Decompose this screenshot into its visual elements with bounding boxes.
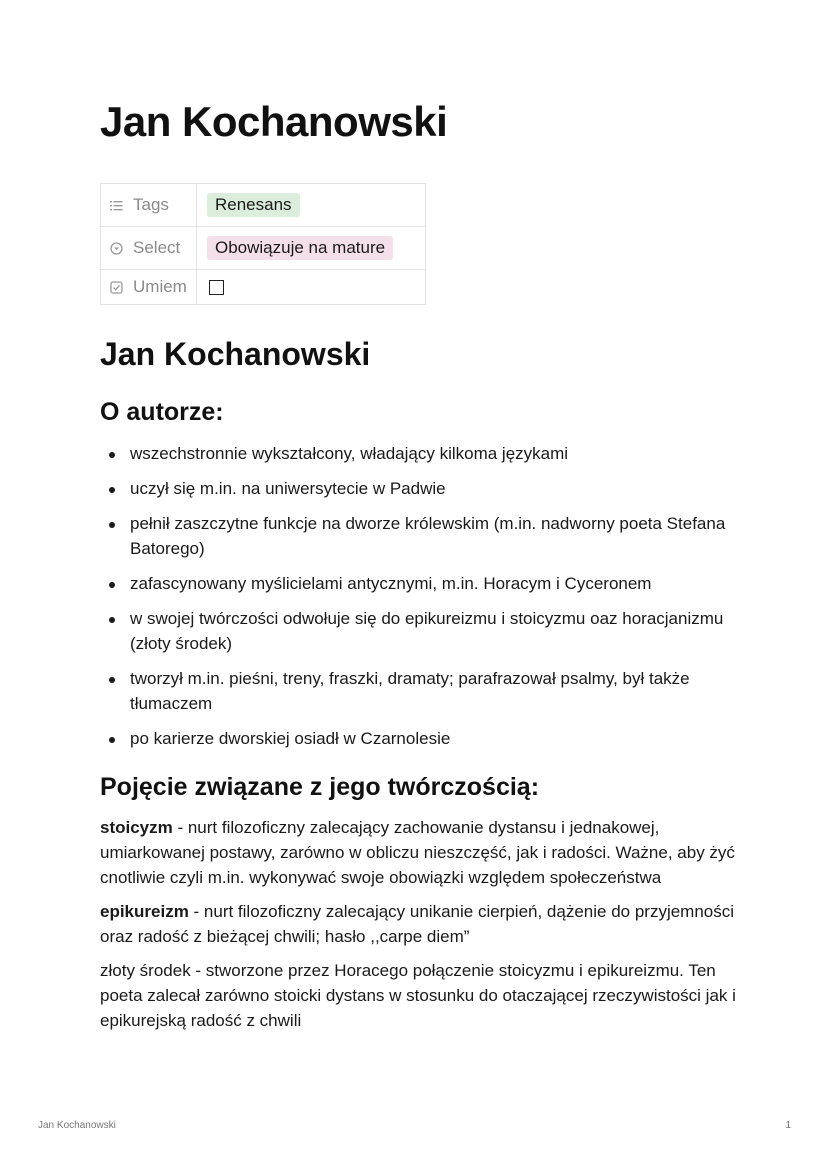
umiem-checkbox[interactable]	[209, 280, 224, 295]
properties-table	[100, 183, 426, 305]
list-item: w swojej twórczości odwołuje się do epikureizmu i stoicyzmu oaz horacjanizmu (złoty środek)	[100, 606, 740, 656]
concept-paragraph	[100, 815, 740, 890]
footer-title: Jan Kochanowski	[38, 1120, 116, 1131]
list-icon	[110, 199, 123, 212]
list-item: po karierze dworskiej osiadł w Czarnolesie	[100, 726, 740, 751]
concept-paragraph	[100, 958, 740, 1033]
about-heading: O autorze:	[100, 398, 224, 426]
list-item: pełnił zaszczytne funkcje na dworze królewskim (m.in. nadworny poeta Stefana Batorego)	[100, 511, 740, 561]
concept-term: epikureizm	[100, 902, 189, 921]
property-label-tags: Tags	[133, 195, 169, 214]
property-row-select	[101, 227, 426, 270]
list-item: wszechstronnie wykształcony, władający kilkoma językami	[100, 441, 740, 466]
content-heading: Jan Kochanowski	[100, 336, 371, 372]
concept-paragraph	[100, 899, 740, 949]
concepts-section	[100, 815, 740, 1042]
concept-term: stoicyzm	[100, 818, 173, 837]
property-row-tags	[101, 184, 426, 227]
footer-page-number: 1	[785, 1120, 791, 1131]
checkbox-icon	[110, 281, 123, 294]
property-label-select: Select	[133, 238, 181, 257]
tag-pill[interactable]: Renesans	[207, 193, 300, 217]
property-value-select[interactable]	[197, 227, 426, 270]
select-icon	[110, 242, 123, 255]
concept-text: - nurt filozoficzny zalecający zachowanie dystansu i jednakowej, umiarkowanej postawy, zarówno w obliczu nieszczęść, jak i radości. Ważne, aby żyć cnotliwie czyli m.in. wykonywać swoje obowiązki względem społeczeństwa	[100, 818, 735, 887]
select-pill[interactable]: Obowiązuje na mature	[207, 236, 393, 260]
about-list	[100, 441, 740, 761]
page-title: Jan Kochanowski	[100, 98, 448, 145]
list-item: zafascynowany myślicielami antycznymi, m.in. Horacym i Cyceronem	[100, 571, 740, 596]
list-item: tworzył m.in. pieśni, treny, fraszki, dramaty; parafrazował psalmy, był także tłumaczem	[100, 666, 740, 716]
concept-text: złoty środek - stworzone przez Horacego połączenie stoicyzmu i epikureizmu. Ten poeta zalecał zarówno stoicki dystans w stosunku do otaczającej rzeczywistości jak i epikurejską radość z chwili	[100, 961, 736, 1030]
concept-text: - nurt filozoficzny zalecający unikanie cierpień, dążenie do przyjemności oraz radość z bieżącej chwili; hasło ,,carpe diem”	[100, 902, 735, 946]
list-item: uczył się m.in. na uniwersytecie w Padwie	[100, 476, 740, 501]
property-row-umiem	[101, 270, 426, 305]
concepts-heading: Pojęcie związane z jego twórczością:	[100, 773, 540, 801]
property-label-umiem: Umiem	[133, 277, 187, 296]
property-value-tags[interactable]	[197, 184, 426, 227]
